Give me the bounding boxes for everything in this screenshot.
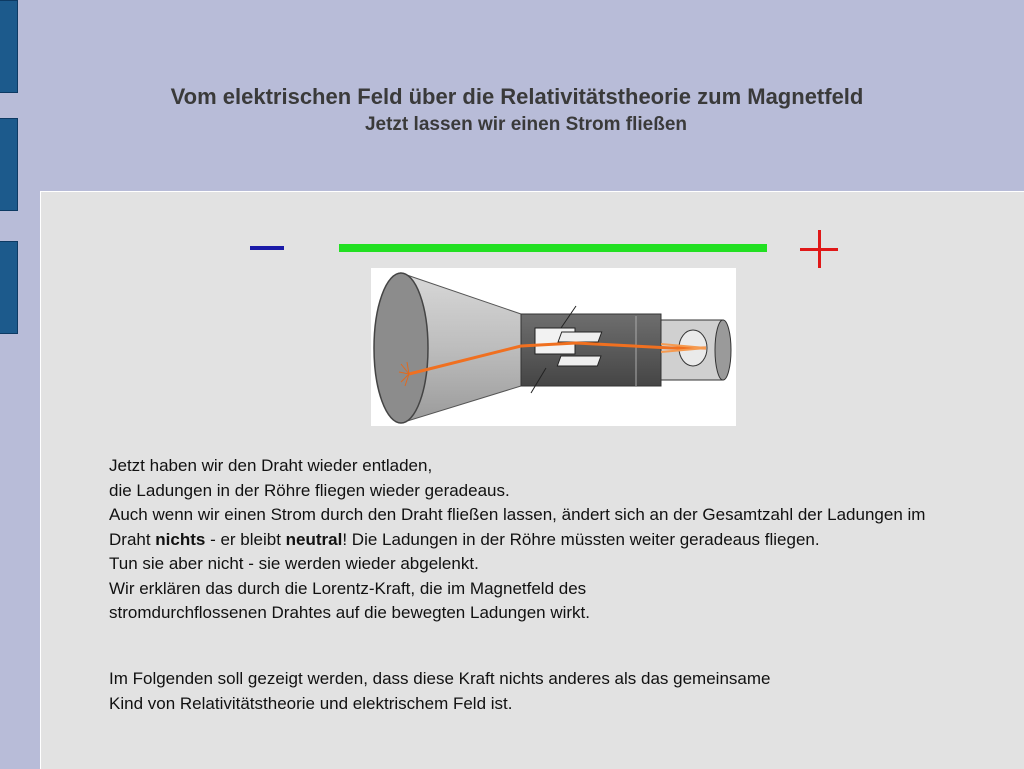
paragraph-2 xyxy=(109,503,959,626)
emphasis-nichts: nichts xyxy=(155,529,206,549)
paragraph-2-line-1: Auch wenn wir einen Strom durch den Draht fließen lassen, ändert sich an der Gesamtzahl der Ladungen im Draht nichts - er bleibt neutral! Die Ladungen in der Röhre müssten weiter geradeaus fliegen. xyxy=(109,505,926,549)
slide-subtitle: Jetzt lassen wir einen Strom fließen xyxy=(364,114,688,135)
cathode-ray-tube-image xyxy=(371,268,736,426)
paragraph-1 xyxy=(109,454,989,503)
emphasis-neutral: neutral xyxy=(285,529,343,549)
plus-sign-vertical xyxy=(818,230,821,268)
wire xyxy=(339,244,767,252)
slide-header xyxy=(0,84,1024,136)
side-tab-3 xyxy=(0,241,18,334)
paragraph-2-line-2: Tun sie aber nicht - sie werden wieder abgelenkt. xyxy=(109,554,479,573)
paragraph-3 xyxy=(109,667,809,716)
paragraph-3-text: Im Folgenden soll gezeigt werden, dass diese Kraft nichts anderes als das gemeinsame Kind von Relativitätstheorie und elektrischem Feld ist. xyxy=(109,669,771,713)
paragraph-2-line-3: Wir erklären das durch die Lorentz-Kraft, die im Magnetfeld des stromdurchflossenen Drahtes auf die bewegten Ladungen wirkt. xyxy=(109,578,591,622)
paragraph-1-line-2: die Ladungen in der Röhre fliegen wieder geradeaus. xyxy=(109,480,510,500)
side-tab-1 xyxy=(0,0,18,93)
paragraph-1-line-1: Jetzt haben wir den Draht wieder entladen, xyxy=(109,456,433,475)
minus-sign xyxy=(250,246,284,250)
slide-title: Vom elektrischen Feld über die Relativitätstheorie zum Magnetfeld xyxy=(170,84,864,109)
